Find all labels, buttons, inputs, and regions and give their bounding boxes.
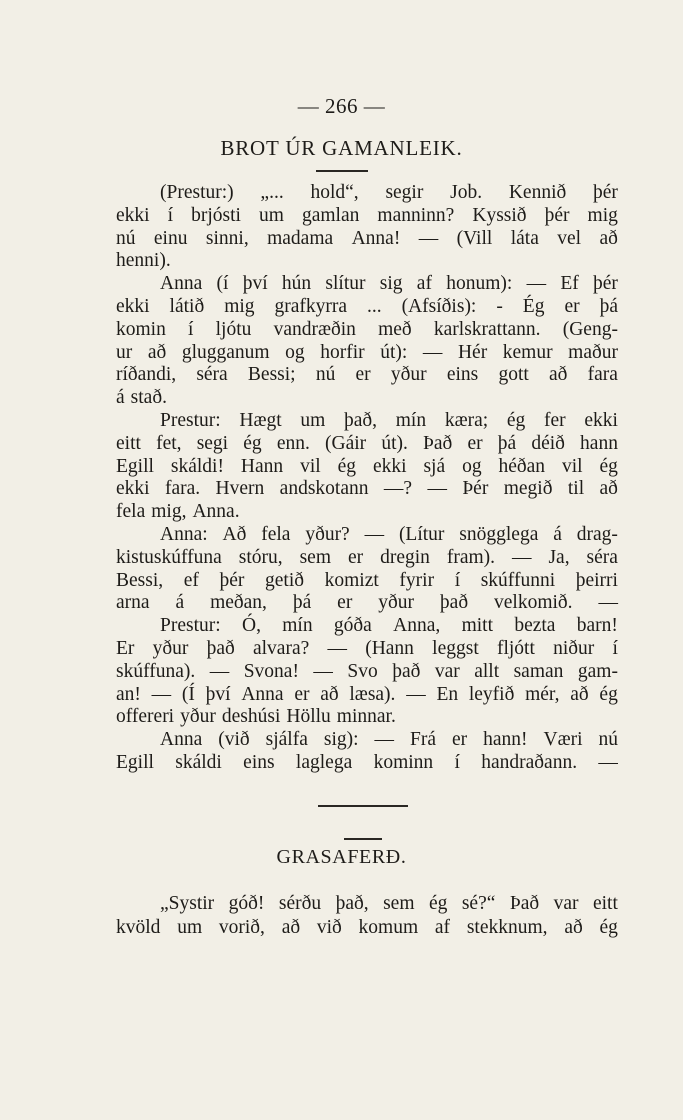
text-line: Anna: Að fela yður? — (Lítur snögglega á drag- <box>160 523 618 545</box>
text-line: Egill skáldi eins laglega kominn í handraðann. — <box>116 751 618 773</box>
text-line: Er yður það alvara? — (Hann leggst fljótt niður í <box>116 637 618 659</box>
text-line: ekki látið mig grafkyrra ... (Afsíðis): - Ég er þá <box>116 295 618 317</box>
text-line: ekki í brjósti um gamlan manninn? Kyssið þér mig <box>116 204 618 226</box>
text-line: offereri yður deshúsi Höllu minnar. <box>116 706 396 728</box>
section-body <box>116 182 618 775</box>
text-line: Anna (í því hún slítur sig af honum): — Ef þér <box>160 273 618 295</box>
title-rule <box>316 170 368 172</box>
section-divider <box>318 805 408 807</box>
text-line: arna á meðan, þá er yður það velkomið. — <box>116 592 618 614</box>
section-divider-short <box>344 838 382 840</box>
text-line: komin í ljótu vandræðin með karlskrattann. (Geng- <box>116 318 618 340</box>
section-title: BROT ÚR GAMANLEIK. <box>220 136 463 160</box>
text-line: (Prestur:) „... hold“, segir Job. Kennið þér <box>160 182 618 203</box>
text-line: ur að glugganum og horfir út): — Hér kemur maður <box>116 341 618 363</box>
text-line: „Systir góð! sérðu það, sem ég sé?“ Það var eitt <box>160 893 618 914</box>
page-number: — 266 — <box>297 94 386 118</box>
text-line: á stað. <box>116 387 167 409</box>
text-line: Egill skáldi! Hann vil ég ekki sjá og héðan vil ég <box>116 455 618 477</box>
text-line: eitt fet, segi ég enn. (Gáir út). Það er þá déið hann <box>116 432 618 454</box>
text-line: ekki fara. Hvern andskotann —? — Þér megið til að <box>116 478 618 500</box>
text-line: nú einu sinni, madama Anna! — (Vill láta vel að <box>116 227 618 249</box>
text-line: kistuskúffuna stóru, sem er dregin fram). — Ja, séra <box>116 546 618 568</box>
text-line: kvöld um vorið, að við komum af stekknum, að ég <box>116 917 618 938</box>
section-title-2: GRASAFERÐ. <box>276 846 407 868</box>
text-line: henni). <box>116 250 171 272</box>
text-line: an! — (Í því Anna er að læsa). — En leyfið mér, að ég <box>116 683 618 705</box>
text-line: skúffuna). — Svona! — Svo það var allt saman gam- <box>116 660 618 682</box>
text-line: ríðandi, séra Bessi; nú er yður eins gott að fara <box>116 364 618 386</box>
text-line: Anna (við sjálfa sig): — Frá er hann! Væri nú <box>160 729 618 751</box>
section-body-2 <box>116 892 618 940</box>
text-line: Prestur: Hægt um það, mín kæra; ég fer ekki <box>160 409 618 431</box>
text-line: Prestur: Ó, mín góða Anna, mitt bezta barn! <box>160 615 618 637</box>
text-line: Bessi, ef þér getið komizt fyrir í skúffunni þeirri <box>116 569 618 591</box>
text-line: fela mig, Anna. <box>116 501 240 523</box>
